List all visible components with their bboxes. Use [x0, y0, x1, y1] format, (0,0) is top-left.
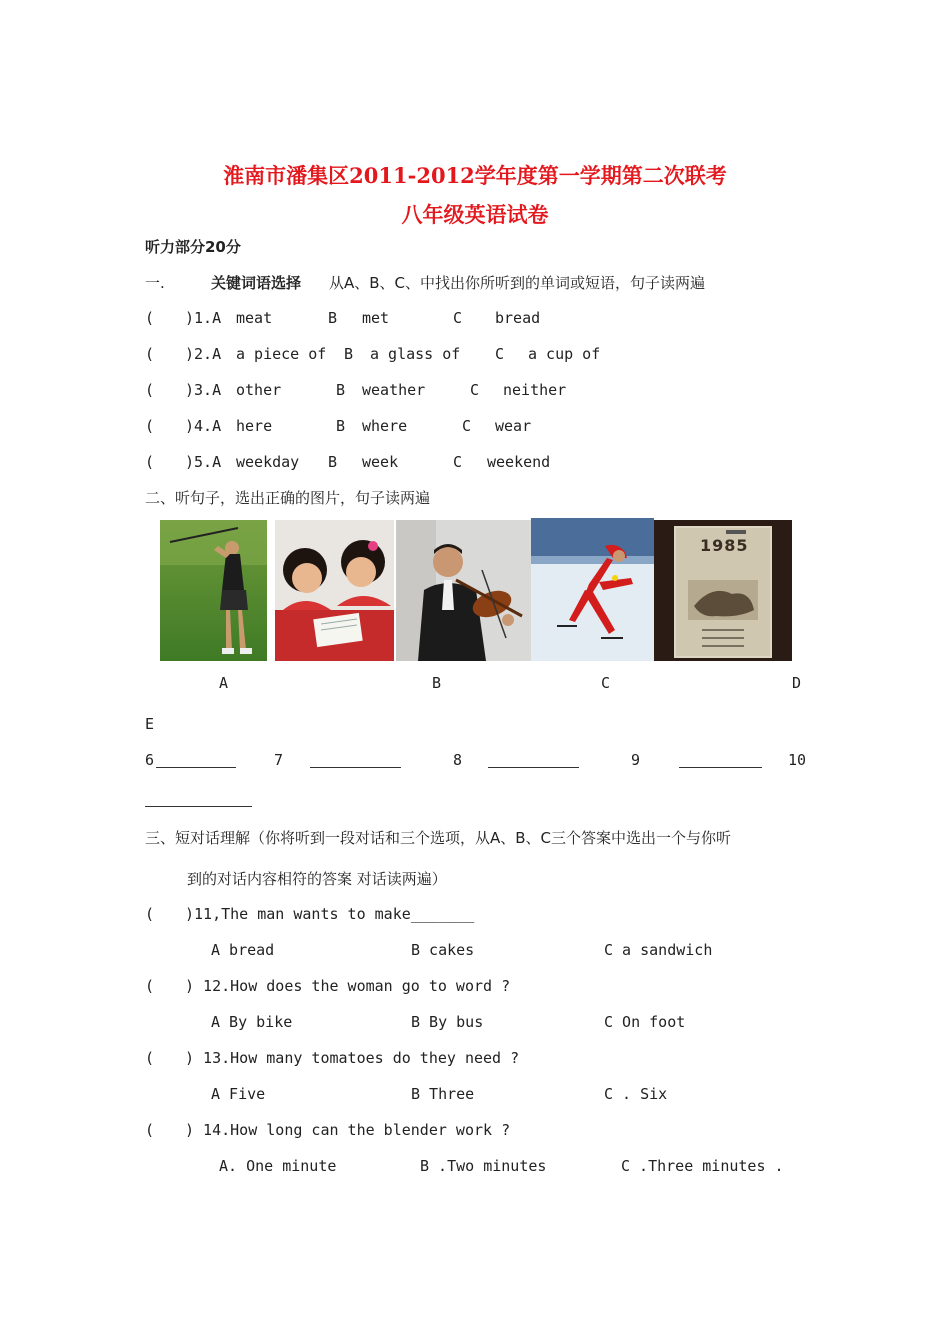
- question-stem: )11,The man wants to make: [185, 905, 411, 923]
- option-a: A Five: [211, 1085, 266, 1103]
- part2-heading: 二、听句子，选出正确的图片，句子读两遍: [145, 489, 431, 507]
- answer-paren: (: [145, 309, 155, 327]
- question-number: )4.A: [185, 417, 222, 435]
- golfer-photo: [160, 520, 267, 661]
- answer-paren: (: [145, 417, 155, 435]
- option-b-label: B: [328, 453, 338, 471]
- question-number: )5.A: [185, 453, 222, 471]
- answer-paren: (: [145, 977, 155, 995]
- picture-label-e: E: [145, 715, 155, 733]
- blank-number-7: 7: [274, 751, 284, 769]
- option-c-label: C: [462, 417, 472, 435]
- option-b: where: [362, 417, 408, 435]
- answer-blank-10[interactable]: [145, 806, 252, 807]
- option-c: wear: [495, 417, 532, 435]
- option-b-label: B: [336, 381, 346, 399]
- question-number: )2.A: [185, 345, 222, 363]
- option-a: A bread: [211, 941, 275, 959]
- option-c: C .Three minutes .: [621, 1157, 784, 1175]
- answer-blank-7[interactable]: [310, 767, 401, 768]
- option-b: B By bus: [411, 1013, 484, 1031]
- question-stem: ) 13.How many tomatoes do they need ?: [185, 1049, 520, 1067]
- option-c: weekend: [487, 453, 551, 471]
- option-b-label: B: [328, 309, 338, 327]
- speed-skater-photo: [531, 518, 654, 661]
- option-c: C a sandwich: [604, 941, 713, 959]
- answer-paren: (: [145, 345, 155, 363]
- option-c-label: C: [495, 345, 505, 363]
- option-c: C On foot: [604, 1013, 686, 1031]
- part1-title: 关键词语选择: [211, 274, 302, 292]
- violinist-photo: [396, 520, 531, 661]
- exam-title-line2: 八年级英语试卷: [401, 202, 549, 227]
- girls-reading-photo: [275, 520, 394, 661]
- blank-number-6: 6: [145, 751, 155, 769]
- option-b: B Three: [411, 1085, 475, 1103]
- answer-paren: (: [145, 381, 155, 399]
- answer-blank-9[interactable]: [679, 767, 762, 768]
- listening-heading: 听力部分20分: [145, 238, 241, 256]
- option-c: neither: [503, 381, 567, 399]
- option-c: bread: [495, 309, 541, 327]
- option-b: a glass of: [370, 345, 461, 363]
- option-a: A By bike: [211, 1013, 293, 1031]
- picture-label-a: A: [219, 674, 229, 692]
- answer-paren: (: [145, 1049, 155, 1067]
- answer-paren: (: [145, 1121, 155, 1139]
- question-stem: ) 12.How does the woman go to word ?: [185, 977, 511, 995]
- picture-label-d: D: [792, 674, 802, 692]
- question-number: )1.A: [185, 309, 222, 327]
- option-c: a cup of: [528, 345, 601, 363]
- option-c-label: C: [470, 381, 480, 399]
- part3-heading-line1: 三、短对话理解（你将听到一段对话和三个选项，从A、B、C三个答案中选出一个与你听: [145, 829, 732, 847]
- option-b-label: B: [336, 417, 346, 435]
- option-a: a piece of: [236, 345, 327, 363]
- answer-paren: (: [145, 905, 155, 923]
- option-c: C . Six: [604, 1085, 668, 1103]
- question-blank: _______: [411, 905, 475, 923]
- option-a: A. One minute: [219, 1157, 337, 1175]
- option-b: B cakes: [411, 941, 475, 959]
- option-b: met: [362, 309, 390, 327]
- option-b-label: B: [344, 345, 354, 363]
- blank-number-8: 8: [453, 751, 463, 769]
- option-a: weekday: [236, 453, 300, 471]
- part1-number: 一.: [145, 274, 165, 292]
- question-number: )3.A: [185, 381, 222, 399]
- option-a: here: [236, 417, 273, 435]
- part1-instruction: 从A、B、C、中找出你所听到的单词或短语，句子读两遍: [329, 274, 706, 292]
- answer-blank-6[interactable]: [156, 767, 236, 768]
- answer-paren: (: [145, 453, 155, 471]
- blank-number-10: 10: [788, 751, 807, 769]
- question-stem: ) 14.How long can the blender work ?: [185, 1121, 511, 1139]
- option-c-label: C: [453, 309, 463, 327]
- option-b: week: [362, 453, 399, 471]
- picture-label-c: C: [601, 674, 611, 692]
- option-b: B .Two minutes: [420, 1157, 547, 1175]
- option-a: meat: [236, 309, 273, 327]
- calendar-year: 1985: [700, 536, 749, 555]
- part3-heading-line2: 到的对话内容相符的答案 对话读两遍）: [187, 870, 447, 888]
- answer-blank-8[interactable]: [488, 767, 579, 768]
- exam-title-line1: 淮南市潘集区2011-2012学年度第一学期第二次联考: [223, 163, 727, 188]
- option-b: weather: [362, 381, 426, 399]
- option-a: other: [236, 381, 282, 399]
- option-c-label: C: [453, 453, 463, 471]
- picture-label-b: B: [432, 674, 442, 692]
- calendar-photo: [654, 520, 792, 661]
- blank-number-9: 9: [631, 751, 641, 769]
